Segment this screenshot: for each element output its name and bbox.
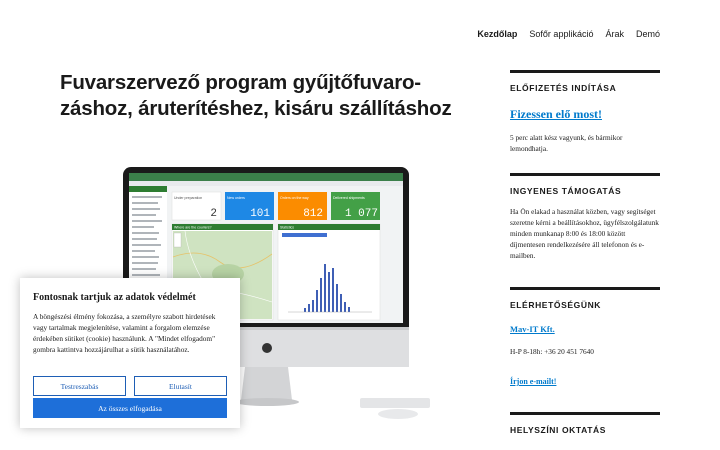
stat-value-1: 2: [210, 208, 217, 220]
stat-label-3: Orders on the way: [280, 196, 309, 200]
cookie-title: Fontosnak tartjuk az adatok védelmét: [33, 292, 196, 303]
stats-title: Statistics: [280, 225, 295, 230]
accept-all-button[interactable]: Az összes elfogadása: [33, 398, 227, 418]
support-heading: INGYENES TÁMOGATÁS: [510, 186, 622, 196]
nav-driver-app[interactable]: Sofőr applikáció: [529, 29, 594, 39]
stat-value-3: 812: [303, 208, 323, 220]
subscribe-link[interactable]: Fizessen elő most!: [510, 107, 602, 121]
subscription-text: 5 perc alatt kész vagyunk, és bármikor lemondhatja.: [510, 133, 623, 153]
nav-prices[interactable]: Árak: [605, 29, 624, 39]
contact-widget: [510, 287, 660, 386]
support-text: Ha Ön elakad a használat közben, vagy segítséget szeretne kérni a beállításokhoz, ügyfélszolgálatunk minden munkanap 8:00 és 18:00 között díjmentesen rendelkezésére áll telefonon és e-mailben.: [510, 207, 659, 260]
cookie-text: A böngészési élmény fokozása, a személyre szabott hirdetések vagy tartalmak megjelenítése, valamint a forgalom elemzése érdekében sütiket (cookie) használunk. A "Mindet elfogadom" gombra kattintva hozzájárulhat a sütik használatához.: [33, 312, 216, 354]
contact-heading: ELÉRHETŐSÉGÜNK: [510, 300, 602, 310]
main-nav: [477, 29, 660, 39]
onsite-training-heading: HELYSZÍNI OKTATÁS: [510, 425, 606, 435]
map-title: Where are the couriers?: [174, 225, 212, 230]
email-link[interactable]: Írjon e-mailt!: [510, 377, 557, 386]
apple-logo-icon: [262, 343, 272, 353]
customize-button[interactable]: Testreszabás: [33, 376, 126, 396]
nav-demo[interactable]: Demó: [635, 29, 660, 39]
contact-phone: H-P 8-18h: +36 20 451 7640: [510, 347, 594, 356]
onsite-training-widget: [510, 412, 660, 435]
subscription-widget: [510, 70, 660, 154]
reject-button[interactable]: Elutasít: [134, 376, 227, 396]
support-widget: [510, 173, 660, 261]
cookie-consent-dialog: [20, 278, 240, 428]
company-link[interactable]: Mav-IT Kft.: [510, 324, 555, 334]
stat-label-1: Under preparation: [174, 196, 203, 200]
page-title: Fuvarszervező program gyűjtőfuvaro-záshoz, áruterítéshez, kisáru szállításhoz: [60, 71, 452, 120]
subscription-heading: ELŐFIZETÉS INDÍTÁSA: [510, 83, 617, 93]
stat-label-4: Delivered shipments: [333, 196, 365, 200]
stat-value-4: 1 077: [344, 208, 378, 220]
stat-value-2: 101: [250, 208, 270, 220]
nav-home[interactable]: Kezdőlap: [477, 29, 518, 39]
cookie-button-row: [33, 376, 227, 396]
stat-label-2: New orders: [227, 196, 245, 200]
